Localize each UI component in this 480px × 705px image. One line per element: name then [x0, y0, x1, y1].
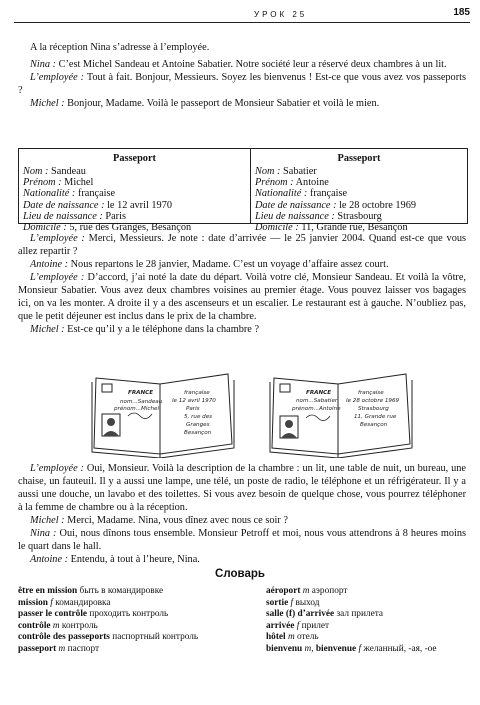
entry-gender: f	[294, 620, 300, 631]
speaker: Michel :	[30, 98, 65, 109]
speaker: Antoine :	[30, 259, 69, 270]
passport-row	[23, 211, 246, 222]
dictionary-entry	[266, 621, 437, 633]
passport-row	[255, 211, 463, 222]
illus-nom: nom...Sabatier	[296, 398, 338, 404]
entry-definition: прилет	[299, 620, 330, 631]
entry-definition: паспорт	[65, 643, 100, 654]
passport-illustration-sabatier	[266, 366, 416, 458]
field-value: 11, Grande rue, Besançon	[298, 222, 408, 234]
portrait-head-icon	[107, 418, 115, 426]
passport-card-sandeau	[19, 149, 251, 234]
entry-gender: m	[285, 632, 295, 643]
utterance: D’accord, j’ai noté la date du départ. Voilà votre clé, Monsieur Sandeau. Et voilà la vôtre, Monsieur Sabatier. Vous avez deux chambres voisines au premier étage. Vous pouvez laisser vos bagages ici, on va les monter. A droite il y a des ascenseurs et un escalier. Le restaurant est à gauche. N’oubliez pas, que le petit déjeuner est inclus dans le prix de la chambre.	[18, 272, 466, 322]
illus-nom: nom...Sandeau	[120, 399, 163, 405]
signature	[128, 413, 152, 419]
field-value: Paris	[102, 210, 126, 222]
intro-line: A la réception Nina s’adresse à l’employée.	[30, 42, 210, 53]
entry-term: sortie	[266, 597, 289, 608]
passport-row	[23, 166, 246, 177]
passport-row	[255, 200, 463, 211]
field-label: Domicile :	[23, 222, 67, 234]
page-header	[14, 6, 470, 23]
passport-row	[23, 200, 246, 211]
entry-term: contrôle	[18, 620, 51, 631]
entry-definition: командировка	[52, 597, 111, 608]
entry-term: bienvenue	[315, 643, 357, 654]
illus-domicile: 5, rue des	[184, 414, 213, 420]
field-label: Nom :	[255, 166, 281, 177]
dictionary-entry	[266, 632, 437, 644]
dictionary-entry	[266, 598, 437, 610]
entry-definition: зал прилета	[334, 609, 383, 620]
entry-gender: m	[300, 586, 310, 596]
dialog-part-3	[18, 462, 466, 566]
entry-term: hôtel	[266, 632, 286, 643]
field-label: Nom :	[23, 166, 49, 177]
entry-gender: m	[56, 643, 66, 654]
entry-term: passer le contrôle	[18, 609, 88, 620]
illus-nationalite: française	[184, 390, 210, 396]
utterance: Merci, Madame. Nina, vous dînez avec nous ce soir ?	[64, 515, 288, 526]
entry-term: bienvenu	[266, 643, 303, 654]
field-value: le 12 avril 1970	[104, 199, 172, 211]
dictionary-entry	[266, 609, 437, 621]
utterance: Est-ce qu’il y a le téléphone dans la chambre ?	[64, 324, 260, 335]
dialog-line	[18, 71, 466, 97]
entry-definition: отель	[294, 632, 319, 643]
field-label: Nationalité :	[23, 188, 76, 200]
dictionary-entry	[18, 598, 198, 610]
field-label: Domicile :	[255, 222, 299, 234]
utterance: Bonjour, Madame. Voilà le passeport de Monsieur Sabatier et voilà le mien.	[64, 98, 380, 109]
passport-title: Passeport	[337, 153, 381, 164]
passport-table	[18, 148, 468, 234]
portrait-head-icon	[285, 420, 293, 428]
dialog-line	[18, 462, 466, 514]
page-number: 185	[453, 7, 470, 18]
field-value: Strasbourg	[334, 210, 382, 222]
speaker: Antoine :	[30, 554, 69, 565]
passport-illustration-sandeau	[88, 366, 238, 458]
utterance: Merci, Messieurs. Je note : date d’arrivée — le 25 janvier 2004. Quand est-ce que vous allez repartir ?	[18, 233, 466, 257]
utterance: Oui, Monsieur. Voilà la description de la chambre : un lit, une table de nuit, un bureau, une chaise, un fauteuil. Il y a aussi une lampe, une télé, un poste de radio, le téléphone et un réfrigérateur. Il y a aussi une douche, un lavabo et des toilettes. Si vous avez besoin de quelque chose, vous pourrez téléphoner à la femme de chambre ou à la réception.	[18, 463, 466, 513]
field-value: 5, rue des Granges, Besançon	[66, 222, 192, 234]
illus-date: le 28 octobre 1969	[346, 398, 400, 404]
field-value: le 28 octobre 1969	[336, 199, 416, 211]
dialog-line	[18, 271, 466, 323]
utterance: Nous repartons le 28 janvier, Madame. C’est un voyage d’affaire assez court.	[68, 259, 389, 270]
signature	[306, 415, 330, 421]
dictionary-entry	[18, 621, 198, 633]
dictionary-entry	[18, 586, 198, 598]
field-label: Prénom :	[255, 177, 294, 189]
entry-term: arrivée	[266, 620, 295, 631]
intro-block	[18, 41, 466, 54]
entry-definition: паспортный контроль	[109, 632, 199, 643]
entry-gender: m	[50, 620, 60, 631]
dictionary-entry	[18, 609, 198, 621]
field-label: Lieu de naissance :	[23, 210, 103, 222]
passport-row	[23, 177, 246, 188]
entry-definition: проходить контроль	[87, 609, 169, 620]
illus-domicile: 11, Grande rue	[354, 414, 397, 420]
entry-gender: m,	[302, 643, 316, 654]
utterance: Oui, nous dînons tous ensemble. Monsieur Petroff et moi, nous vous attendrons à 8 heures moins le quart dans le hall.	[18, 528, 467, 552]
entry-term: aéroport	[266, 586, 301, 596]
illus-nationalite: française	[358, 390, 384, 396]
dialog-line	[18, 553, 466, 566]
dialog-line	[18, 58, 466, 71]
entry-definition: контроль	[59, 620, 98, 631]
field-value: française	[75, 188, 116, 200]
field-value: française	[307, 188, 348, 200]
dictionary-entry	[18, 644, 198, 656]
field-value: Sabatier	[280, 166, 317, 177]
dictionary-entry	[266, 644, 437, 656]
field-label: Date de naissance :	[255, 199, 337, 211]
dictionary-left-column	[18, 586, 198, 656]
field-value: Antoine	[293, 177, 329, 189]
dialog-line	[18, 527, 466, 553]
speaker: Michel :	[30, 324, 65, 335]
illus-country: FRANCE	[306, 390, 332, 396]
field-label: Prénom :	[23, 177, 62, 189]
field-label: Lieu de naissance :	[255, 210, 335, 222]
entry-definition: выход	[293, 597, 320, 608]
utterance: Tout à fait. Bonjour, Messieurs. Soyez les bienvenus ! Est-ce que vous avez vos passeports ?	[18, 72, 467, 96]
illus-prenom: prénom...Michel	[114, 406, 160, 412]
entry-term: salle (f) d’arrivée	[266, 609, 335, 620]
entry-definition: аэропорт	[309, 586, 348, 596]
dialog-line	[18, 514, 466, 527]
dialog-line	[18, 97, 466, 110]
field-value: Sandeau	[48, 166, 86, 177]
dictionary-entry	[18, 632, 198, 644]
dialog-line	[18, 258, 466, 271]
entry-definition: быть в командировке	[77, 586, 164, 596]
field-value: Michel	[61, 177, 94, 189]
dialog-line	[18, 232, 466, 258]
entry-term: passeport	[18, 643, 57, 654]
utterance: Entendu, à tout à l’heure, Nina.	[68, 554, 200, 565]
passport-row	[255, 188, 463, 199]
passport-title: Passeport	[113, 153, 156, 164]
illus-lieu: Paris	[186, 406, 200, 412]
illus-date: le 12 avril 1970	[172, 398, 216, 404]
dictionary-title: Словарь	[215, 568, 265, 580]
passport-row	[255, 166, 463, 177]
utterance: C’est Michel Sandeau et Antoine Sabatier. Notre société leur a réservé deux chambres à un lit.	[56, 59, 447, 70]
portrait-body-icon	[103, 431, 119, 436]
passport-card-sabatier	[251, 149, 467, 234]
speaker: L’employée :	[30, 272, 85, 283]
illus-domicile: Besançon	[360, 422, 388, 428]
entry-term: mission	[18, 597, 48, 608]
speaker: L’employée :	[30, 233, 85, 244]
passport-row	[255, 177, 463, 188]
entry-gender: f	[288, 597, 294, 608]
entry-gender: f	[47, 597, 53, 608]
speaker: Nina :	[30, 528, 57, 539]
speaker: Nina :	[30, 59, 57, 70]
passport-row	[23, 188, 246, 199]
dialog-line	[18, 323, 466, 336]
speaker: L’employée :	[30, 463, 84, 474]
illus-country: FRANCE	[128, 390, 154, 396]
dialog-part-1	[18, 58, 466, 110]
illus-lieu: Strasbourg	[358, 406, 389, 412]
speaker: Michel :	[30, 515, 65, 526]
illus-domicile: Granges	[186, 422, 210, 428]
dialog-part-2	[18, 232, 466, 336]
entry-term: être en mission	[18, 586, 78, 596]
field-label: Date de naissance :	[23, 199, 105, 211]
dictionary-right-column	[266, 586, 437, 656]
illus-domicile: Besançon	[184, 430, 212, 436]
dictionary-entry	[266, 586, 437, 598]
field-label: Nationalité :	[255, 188, 308, 200]
entry-term: contrôle des passeports	[18, 632, 110, 643]
portrait-body-icon	[281, 433, 297, 438]
speaker: L’employée :	[30, 72, 85, 83]
lesson-title: УРОК 25	[254, 10, 308, 19]
entry-gender: f	[356, 643, 362, 654]
illus-prenom: prénom...Antoine	[292, 406, 341, 412]
entry-definition: желанный, -ая, -ое	[361, 643, 437, 654]
